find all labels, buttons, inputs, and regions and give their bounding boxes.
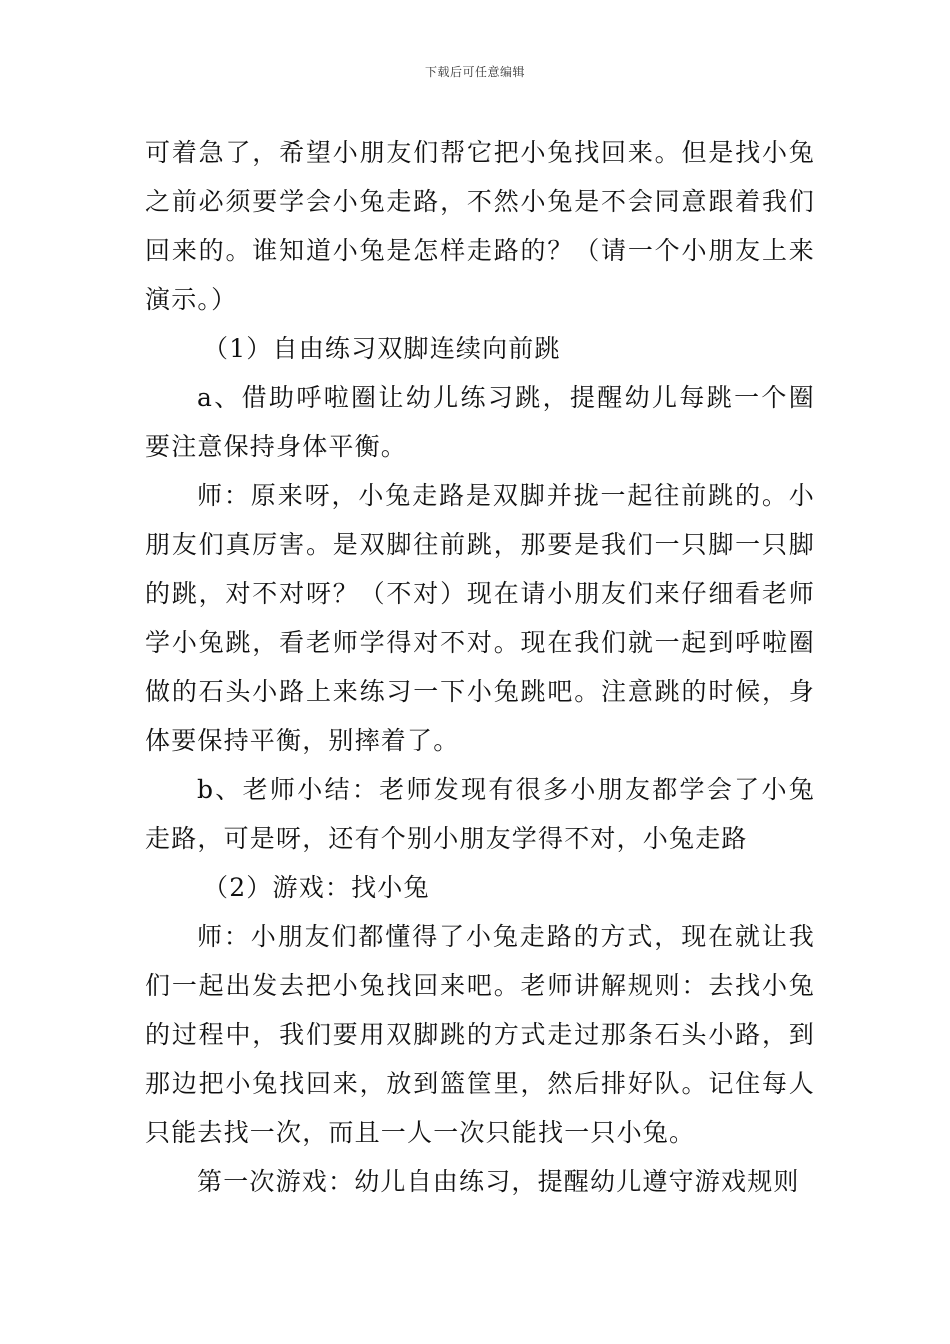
page-header: 下载后可任意编辑	[424, 65, 525, 79]
document-body	[145, 128, 815, 1206]
paragraph-step-2-heading: （2）游戏：找小兔	[203, 873, 430, 902]
paragraph-teacher-explanation: 师：原来呀，小兔走路是双脚并拢一起往前跳的。小朋友们真厉害。是双脚往前跳，那要是我们一只脚一只脚的跳，对不对呀？（不对）现在请小朋友们来仔细看老师学小兔跳，看老师学得对不对。现在我们就一起到呼啦圈做的石头小路上来练习一下小兔跳吧。注意跳的时候，身体要保持平衡，别摔着了。	[145, 481, 815, 755]
paragraph-step-b: b、老师小结：老师发现有很多小朋友都学会了小兔走路，可是呀，还有个别小朋友学得不对，小兔走路	[145, 775, 815, 853]
paragraph-step-1-heading: （1）自由练习双脚连续向前跳	[203, 334, 561, 363]
paragraph-continuation: 可着急了，希望小朋友们帮它把小兔找回来。但是找小兔之前必须要学会小兔走路，不然小兔是不会同意跟着我们回来的。谁知道小兔是怎样走路的？（请一个小朋友上来演示。）	[145, 138, 815, 314]
paragraph-first-game: 第一次游戏：幼儿自由练习，提醒幼儿遵守游戏规则	[197, 1167, 800, 1196]
paragraph-step-a: a、借助呼啦圈让幼儿练习跳，提醒幼儿每跳一个圈要注意保持身体平衡。	[145, 383, 815, 461]
paragraph-game-rules: 师：小朋友们都懂得了小兔走路的方式，现在就让我们一起出发去把小兔找回来吧。老师讲解规则：去找小兔的过程中，我们要用双脚跳的方式走过那条石头小路，到那边把小兔找回来，放到篮筐里，然后排好队。记住每人只能去找一次，而且一人一次只能找一只小兔。	[145, 922, 815, 1147]
